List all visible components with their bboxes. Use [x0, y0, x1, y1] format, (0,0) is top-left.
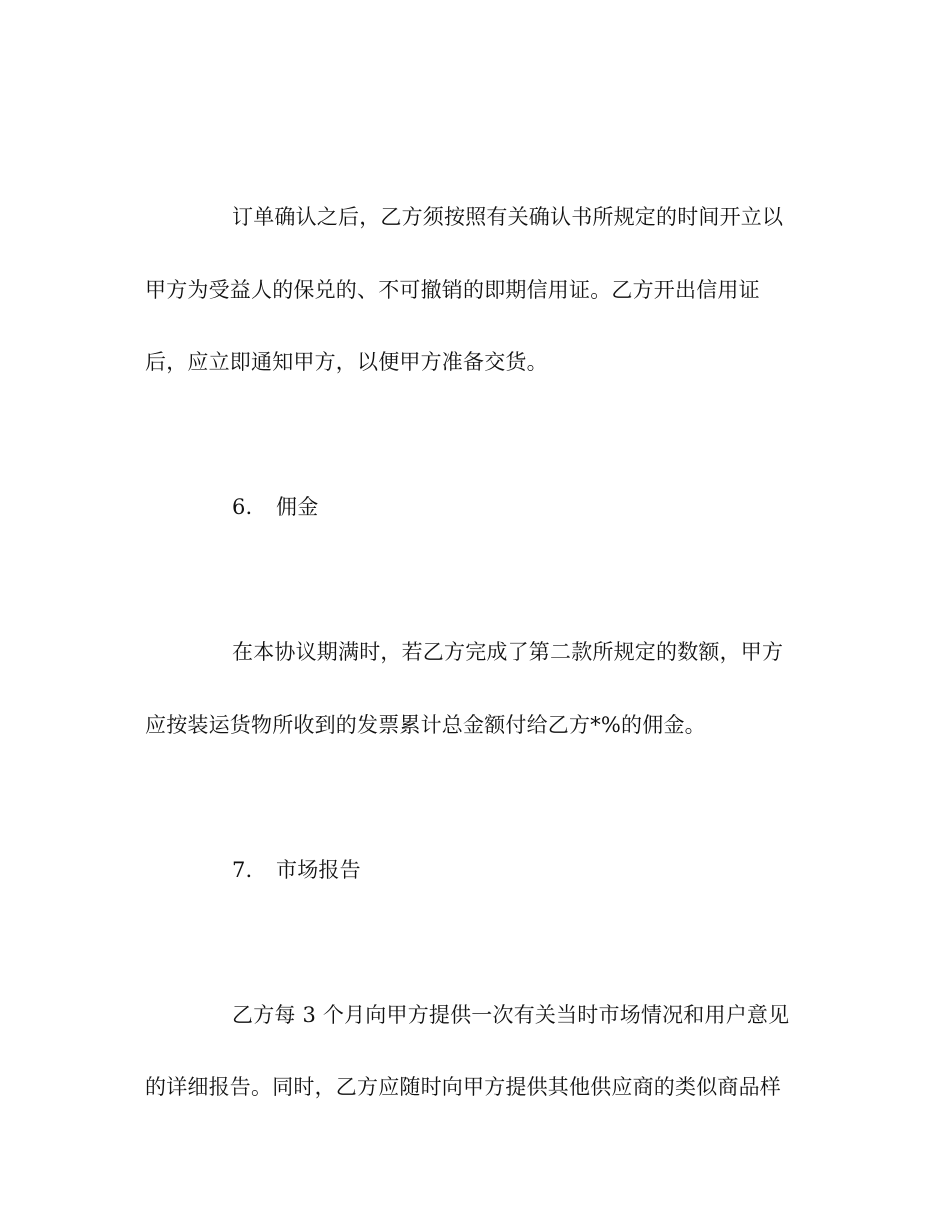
- paragraph-3-line-1: 乙方每 3 个月向甲方提供一次有关当时市场情况和用户意见: [232, 1003, 790, 1027]
- paragraph-2-line-2: 应按装运货物所收到的发票累计总金额付给乙方*%的佣金。: [145, 713, 706, 737]
- section-7-title: 市场报告: [276, 858, 361, 882]
- section-6-title: 佣金: [276, 495, 319, 519]
- section-6-heading: [232, 492, 892, 522]
- section-7-heading: [232, 855, 892, 885]
- paragraph-3-line-2: 的详细报告。同时，乙方应随时向甲方提供其他供应商的类似商品样: [145, 1075, 781, 1099]
- paragraph-1-line-3: 后，应立即通知甲方，以便甲方准备交货。: [145, 350, 548, 374]
- paragraph-2-line-1: 在本协议期满时，若乙方完成了第二款所规定的数额，甲方: [232, 640, 784, 664]
- section-7-number: 7.: [232, 858, 253, 882]
- paragraph-1-line-1: 订单确认之后，乙方须按照有关确认书所规定的时间开立以: [232, 205, 784, 229]
- paragraph-1-line-2: 甲方为受益人的保兑的、不可撤销的即期信用证。乙方开出信用证: [145, 278, 760, 302]
- section-6-number: 6.: [232, 495, 253, 519]
